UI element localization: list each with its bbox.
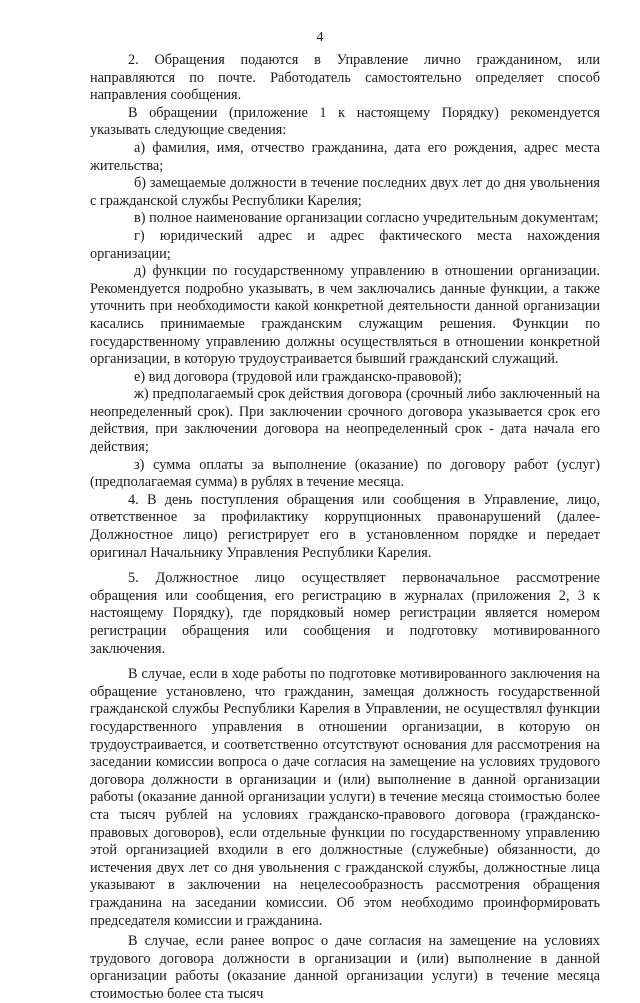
paragraph-case-no-functions: В случае, если в ходе работы по подготовке мотивированного заключения на обращение установлено, что гражданин, замещая должность государственной гражданской службы Республики Карелия в Управлении, не осуществлял функции государственного управления в отношении организации, в которую он трудоустраивается, и соответственно отсутствуют основания для рассмотрения на заседании комиссии вопроса о даче согласия на замещение на условиях трудового договора должности в организации и (или) выполнение в данной организации работы (оказание данной организации услуги) в течение месяца стоимостью более ста тысяч рублей на условиях гражданско-правового договора (гражданско-правовых договоров), если отдельные функции по государственному управлению этой организацией входили в его должностные (служебные) обязанности, до истечения двух лет со дня увольнения с гражданской службы, должностные лица указывают в заключении на нецелесообразность рассмотрения обращения гражданина на заседании комиссии. Об этом необходимо проинформировать председателя комиссии и гражданина. (90, 666, 600, 929)
list-item-z: з) сумма оплаты за выполнение (оказание) по договору работ (услуг) (предполагаемая сумма) в рублях в течение месяца. (90, 456, 600, 491)
paragraph-4: 4. В день поступления обращения или сообщения в Управление, лицо, ответственное за профилактику коррупционных правонарушений (далее-Должностное лицо) регистрирует его в установленном порядке и передает оригинал Начальнику Управления Республики Карелия. (90, 491, 600, 561)
list-item-zh: ж) предполагаемый срок действия договора (срочный либо заключенный на неопределенный срок). При заключении срочного договора указывается срок его действия, при заключении договора на неопределенный срок - дата начала его действия; (90, 386, 600, 456)
paragraph-appeal-info: В обращении (приложение 1 к настоящему Порядку) рекомендуется указывать следующие сведения: (90, 104, 600, 139)
list-item-v: в) полное наименование организации согласно учредительным документам; (134, 210, 599, 227)
document-body (90, 52, 600, 1003)
list-item-e: е) вид договора (трудовой или гражданско-правовой); (134, 368, 462, 385)
list-item-g: г) юридический адрес и адрес фактического места нахождения организации; (90, 227, 600, 262)
list-item-b: б) замещаемые должности в течение последних двух лет до дня увольнения с гражданской службы Республики Карелия; (90, 175, 600, 209)
paragraph-case-earlier: В случае, если ранее вопрос о даче согласия на замещение на условиях трудового договора должности в организации и (или) выполнение в данной организации работы (оказание данной организации услуги) в течение месяца стоимостью более ста тысяч (90, 933, 600, 1002)
list-item-d: д) функции по государственному управлению в отношении организации. Рекомендуется подробно указывать, в чем заключались данные функции, а также уточнить при необходимости какой конкретной деятельности данной организации касались принимаемые гражданским служащим решения. Функции по государственному управлению должны осуществляться в отношении конкретной организации, в которую трудоустраивается бывший гражданский служащий. (90, 263, 600, 368)
page-number: 4 (316, 30, 324, 45)
list-item-a: а) фамилия, имя, отчество гражданина, дата его рождения, адрес места жительства; (90, 139, 600, 174)
paragraph-5: 5. Должностное лицо осуществляет первоначальное рассмотрение обращения или сообщения, его регистрацию в журналах (приложения 2, 3 к настоящему Порядку), где порядковый номер регистрации является номером регистрации обращения или сообщения и подготовку мотивированного заключения. (90, 570, 600, 657)
paragraph-2: 2. Обращения подаются в Управление лично гражданином, или направляются по почте. Работодатель самостоятельно определяет способ направления сообщения. (90, 52, 600, 104)
